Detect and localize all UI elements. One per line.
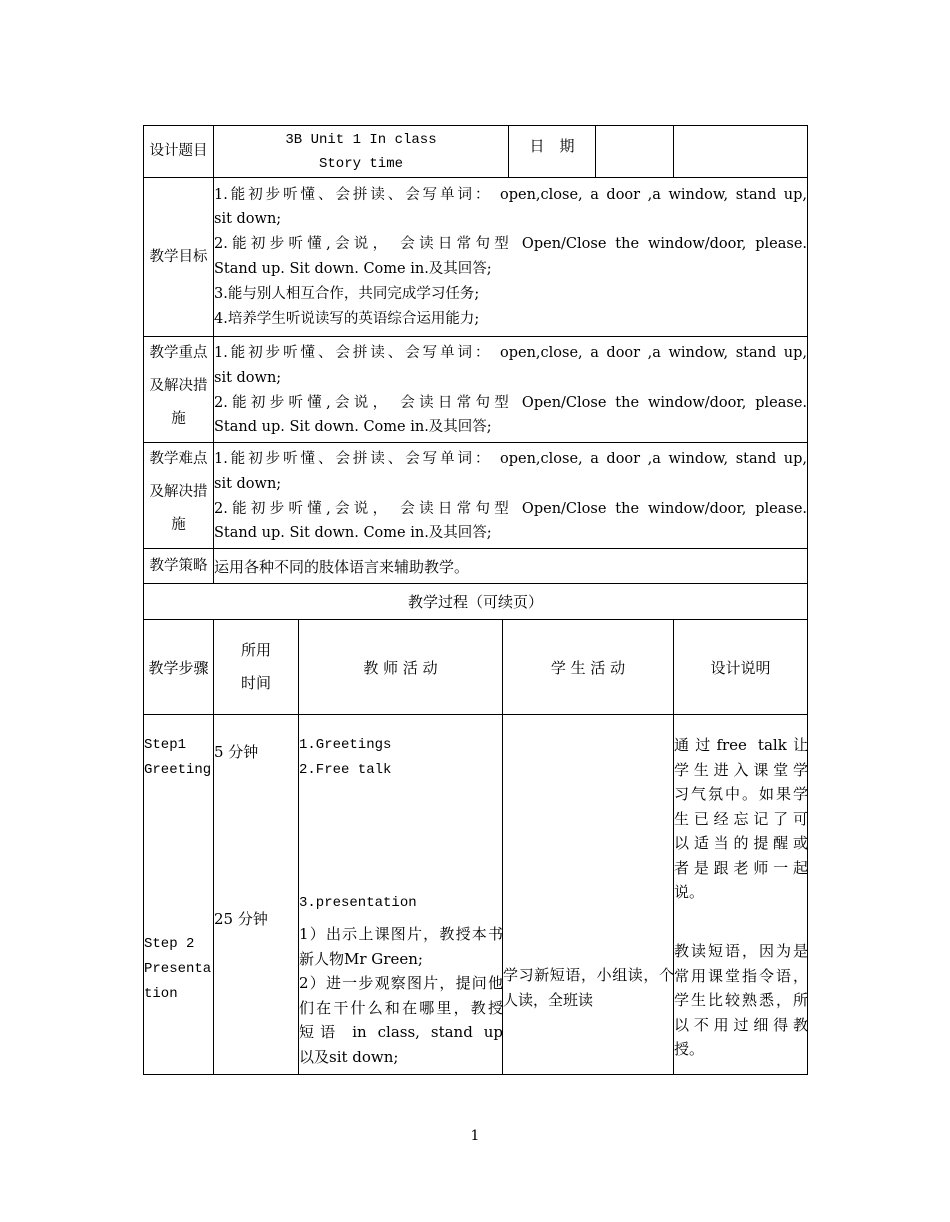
key-point-line: 1.能初步听懂、会拼读、会写单词： open,close, a door ,a window, stand up, — [214, 345, 808, 361]
design-note: 教读短语，因为是 — [674, 942, 809, 960]
teacher-cell — [299, 715, 503, 1075]
difficulties-label — [144, 443, 214, 549]
header-student: 学 生 活 动 — [503, 620, 674, 715]
teacher-activity: 2）进一步观察图片，提问他 — [299, 974, 503, 992]
objective-line: sit down; — [214, 211, 282, 228]
difficulty-line: 2.能初步听懂,会说， 会读日常句型 Open/Close the window/door, please. — [214, 500, 808, 517]
design-note: 学生进入课堂学 — [674, 760, 809, 779]
design-note: 以不用过细得教 — [674, 1015, 809, 1034]
header-time — [214, 620, 299, 715]
process-title-row — [144, 584, 808, 620]
objectives-row — [144, 178, 808, 337]
step2-name: Step 2 — [144, 936, 195, 952]
step2-name: tion — [144, 986, 178, 1002]
teacher-activity: 2.Free talk — [299, 762, 392, 778]
design-note: 者是跟老师一起 — [674, 858, 809, 877]
difficulties-label-line: 及解决措 — [149, 484, 208, 500]
date-value — [595, 126, 673, 177]
teacher-activity: 们在干什么和在哪里，教授 — [299, 998, 503, 1017]
difficulty-line: Stand up. Sit down. Come in.及其回答; — [214, 525, 492, 542]
difficulty-line: 1.能初步听懂、会拼读、会写单词： open,close, a door ,a window, stand up, — [214, 451, 808, 467]
key-point-line: sit down; — [214, 369, 282, 386]
design-note: 常用课堂指令语， — [674, 966, 809, 985]
title-row — [144, 126, 808, 178]
difficulties-row — [144, 443, 808, 549]
design-note: 以适当的提醒或 — [674, 834, 809, 852]
header-teacher: 教 师 活 动 — [299, 620, 503, 715]
teacher-activity: 以及sit down; — [299, 1047, 399, 1066]
student-cell — [503, 715, 674, 1075]
difficulties-content — [214, 443, 808, 549]
teacher-presentation: 3.presentation — [299, 895, 417, 911]
header-step: 教学步骤 — [144, 620, 214, 715]
title-label: 设计题目 — [144, 126, 214, 178]
page-number: 1 — [470, 1128, 480, 1144]
objective-line: Stand up. Sit down. Come in.及其回答; — [214, 261, 492, 277]
teacher-activity: 1）出示上课图片，教授本书 — [299, 925, 503, 943]
step2-time: 25 分钟 — [214, 910, 268, 928]
design-note: 生已经忘记了可 — [674, 809, 809, 828]
design-note: 习气氛中。如果学 — [674, 785, 809, 803]
objective-line: 2.能初步听懂,会说， 会读日常句型 Open/Close the window/door, please. — [214, 236, 808, 253]
strategy-row — [144, 549, 808, 584]
design-note: 说。 — [674, 883, 705, 901]
title-line-1: 3B Unit 1 In class — [285, 132, 437, 148]
key-points-label-line: 施 — [171, 411, 186, 427]
date-value-spacer — [674, 126, 808, 178]
strategy-content: 运用各种不同的肢体语言来辅助教学。 — [214, 549, 808, 584]
key-points-label-line: 教学重点 — [149, 345, 208, 361]
design-cell — [674, 715, 808, 1075]
difficulties-label-line: 施 — [171, 517, 186, 533]
step1-time: 5 分钟 — [214, 743, 259, 761]
strategy-label: 教学策略 — [144, 549, 214, 584]
student-activity: 人读，全班读 — [503, 990, 594, 1009]
lesson-plan-table — [143, 125, 808, 1075]
steps-cell — [144, 715, 214, 1075]
times-cell — [214, 715, 299, 1075]
difficulty-line: sit down; — [214, 475, 282, 492]
key-points-content — [214, 337, 808, 443]
student-activity: 学习新短语，小组读，个 — [503, 966, 674, 984]
key-points-label-line: 及解决措 — [149, 378, 208, 394]
objective-line: 4.培养学生听说读写的英语综合运用能力; — [214, 310, 480, 327]
title-line-2: Story time — [318, 156, 403, 172]
key-point-line: Stand up. Sit down. Come in.及其回答; — [214, 419, 492, 436]
process-title: 教学过程（可续页） — [144, 584, 808, 620]
objectives-content — [214, 178, 808, 337]
key-point-line: 2.能初步听懂,会说， 会读日常句型 Open/Close the window/door, please. — [214, 394, 808, 411]
process-body-row — [144, 715, 808, 1075]
header-time-line: 时间 — [240, 674, 271, 692]
difficulties-label-line: 教学难点 — [149, 451, 208, 467]
teacher-activity: 1.Greetings — [299, 737, 392, 753]
key-points-label — [144, 337, 214, 443]
design-note: 授。 — [674, 1040, 705, 1058]
design-note: 学生比较熟悉，所 — [674, 991, 809, 1009]
objectives-label: 教学目标 — [144, 178, 214, 337]
objective-line: 1.能初步听懂、会拼读、会写单词： open,close, a door ,a window, stand up, — [214, 186, 808, 203]
title-cell — [214, 126, 674, 178]
date-label: 日 期 — [508, 126, 595, 177]
step1-name: Greeting — [144, 762, 212, 778]
step2-name: Presenta — [144, 961, 212, 977]
design-note: 通过free talk让 — [674, 736, 809, 754]
process-header-row — [144, 620, 808, 715]
header-design: 设计说明 — [674, 620, 808, 715]
step1-name: Step1 — [144, 737, 187, 753]
teacher-activity: 短语 in class, stand up — [299, 1023, 503, 1041]
teacher-activity: 新人物Mr Green; — [299, 949, 423, 968]
key-points-row — [144, 337, 808, 443]
objective-line: 3.能与别人相互合作，共同完成学习任务; — [214, 285, 480, 302]
header-time-line: 所用 — [240, 641, 271, 659]
